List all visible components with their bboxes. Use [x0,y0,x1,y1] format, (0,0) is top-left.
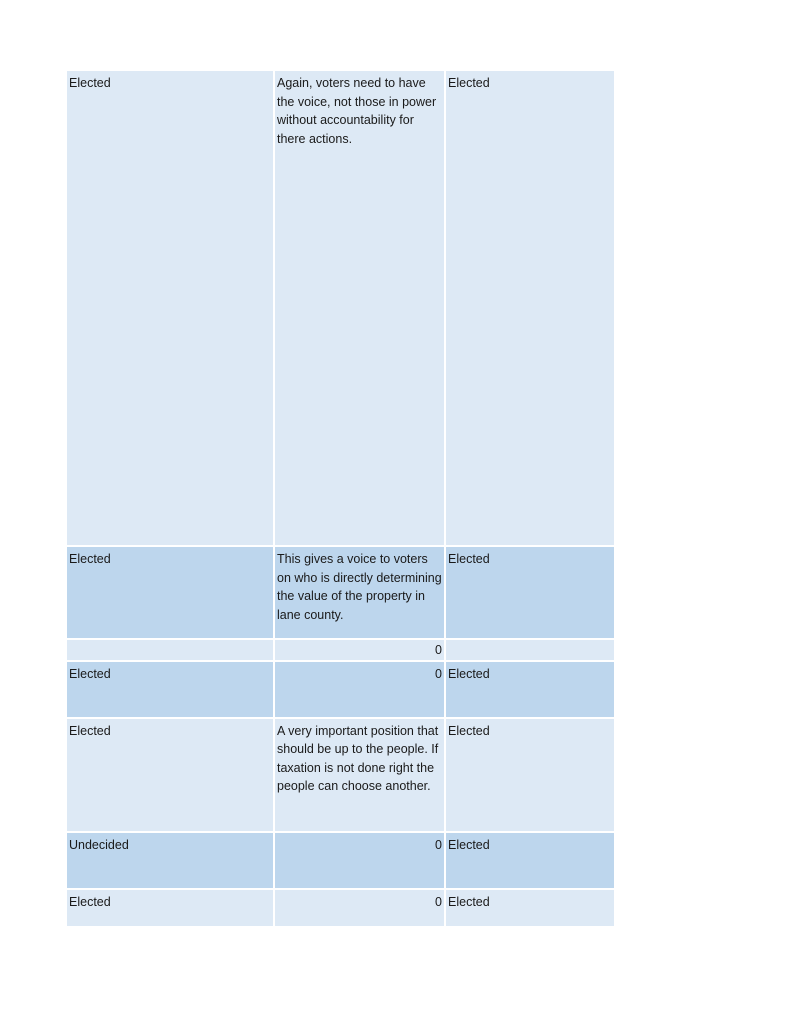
table-row [67,71,614,546]
position-preference-cell: Undecided [67,832,274,889]
position-preference-cell: Elected [445,71,614,546]
position-preference-cell: Elected [67,546,274,639]
position-preference-cell: Elected [67,718,274,832]
table-row [67,718,614,832]
position-preference-cell: Elected [67,661,274,718]
position-preference-cell: Elected [445,661,614,718]
comment-cell: 0 [274,661,445,718]
comment-cell: This gives a voice to voters on who is directly determining the value of the property in lane county. [274,546,445,639]
position-preference-cell: Elected [445,889,614,926]
table-row [67,889,614,926]
position-preference-cell [445,639,614,661]
table-row [67,546,614,639]
responses-table [67,71,614,926]
table-row [67,832,614,889]
position-preference-cell: Elected [67,889,274,926]
comment-cell: 0 [274,639,445,661]
position-preference-cell: Elected [67,71,274,546]
position-preference-cell [67,639,274,661]
table-row [67,661,614,718]
comment-cell: 0 [274,889,445,926]
comment-cell: Again, voters need to have the voice, not those in power without accountability for there actions. [274,71,445,546]
table-row [67,639,614,661]
position-preference-cell: Elected [445,546,614,639]
comment-cell: A very important position that should be up to the people. If taxation is not done right the people can choose another. [274,718,445,832]
comment-cell: 0 [274,832,445,889]
position-preference-cell: Elected [445,718,614,832]
position-preference-cell: Elected [445,832,614,889]
